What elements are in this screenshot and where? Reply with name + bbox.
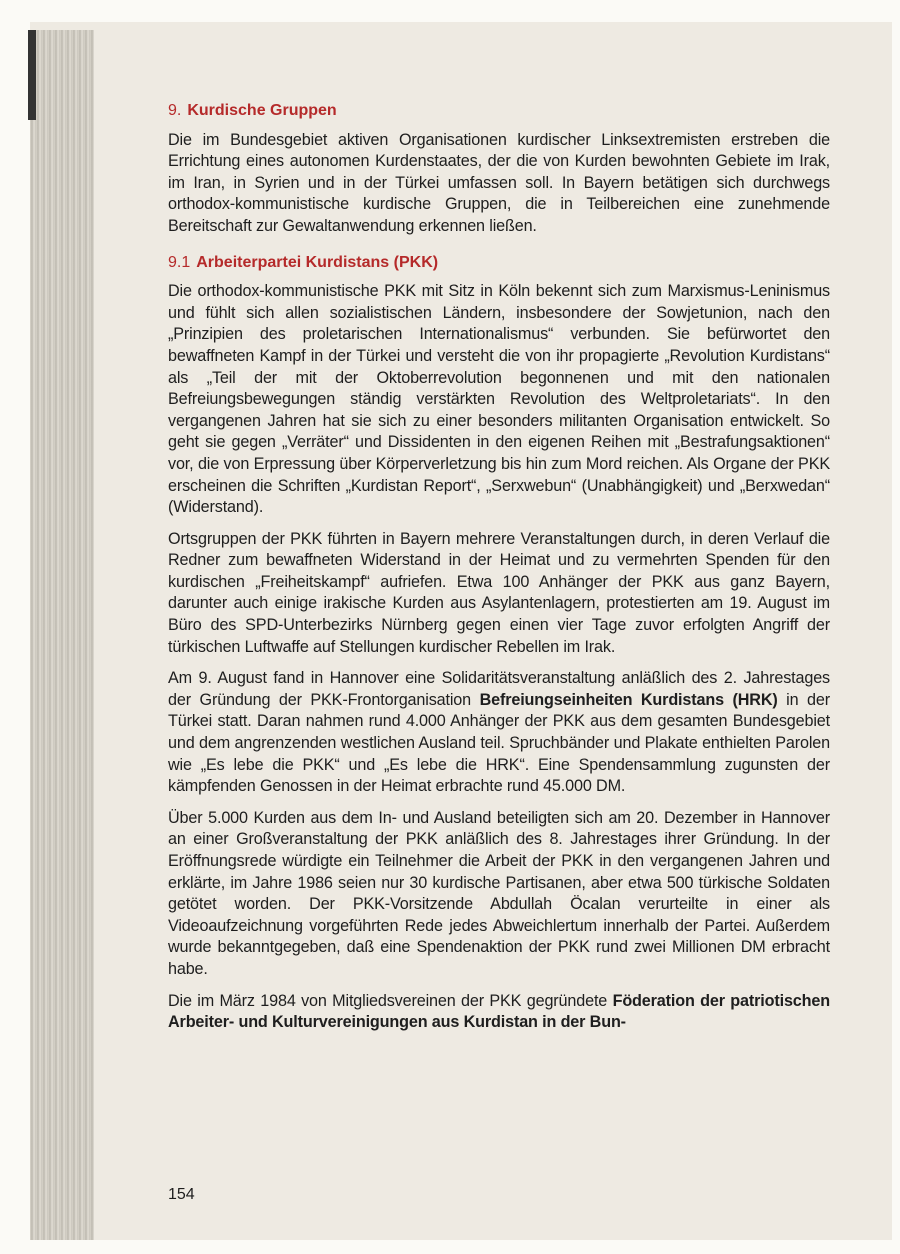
paragraph-hannover-august [168,668,830,798]
page-content [168,100,830,1044]
emphasis-text: Befreiungseinheiten Kurdistans (HRK) [479,690,778,709]
section-number: 9. [168,102,182,119]
paragraph-federation [168,991,830,1034]
paragraph-bavaria-events: Ortsgruppen der PKK führten in Bayern mehrere Veranstaltungen durch, in deren Verlauf die Redner zum bewaffneten Widerstand in der Heimat und zu vermehrten Spenden für den kurdischen „Freiheitskampf“ aufriefen. Etwa 100 Anhänger der PKK aus ganz Bayern, darunter auch einige irakische Kurden aus Asylantenlagern, protestierten am 19. August im Büro des SPD-Unterbezirks Nürnberg gegen einen vier Tage zuvor erfolgten Angriff der türkischen Luftwaffe auf Stellungen kurdischer Rebellen im Irak. [168,529,830,656]
paragraph-text: Die im März 1984 von Mitgliedsvereinen der PKK gegründete [168,991,613,1010]
paragraph-text: in der Türkei statt. Daran nahmen rund 4.000 Anhänger der PKK aus dem gesamten Bundesgebiet und dem angrenzenden westlichen Ausland teil. Spruchbänder und Plakate enthielten Parolen wie „Es lebe die PKK“ und „Es lebe die HRK“. Eine Spendensammlung zugunsten der kämpfenden Genossen in der Heimat erbrachte rund 45.000 DM. [168,690,830,796]
section-heading [168,100,830,122]
paragraph-hannover-december: Über 5.000 Kurden aus dem In- und Ausland beteiligten sich am 20. Dezember in Hannover an einer Großveranstaltung der PKK anläßlich des 8. Jahrestages ihrer Gründung. In der Eröffnungsrede würdigte ein Teilnehmer die Arbeit der PKK in den vergangenen Jahren und erklärte, im Jahre 1986 seien nur 30 kurdische Partisanen, aber etwa 500 türkische Soldaten getötet worden. Der PKK-Vorsitzende Abdullah Öcalan verurteilte in einer als Videoaufzeichnung vorgeführten Rede jedes Abweichlertum innerhalb der Partei. Außerdem wurde bekanntgegeben, daß eine Spendenaktion der PKK rund zwei Millionen DM erbracht habe. [168,808,830,978]
paragraph-text: Am 9. August fand in Hannover eine Solidaritätsveranstaltung anläßlich des 2. Jahrestages der Gründung der PKK-Frontorganisation [168,669,830,709]
subsection-heading [168,252,830,274]
book-page-edges [30,30,94,1240]
section-title: Kurdische Gruppen [187,102,337,119]
book-spine-shadow [28,30,36,120]
paragraph-pkk-ideology: Die orthodox-kommunistische PKK mit Sitz in Köln bekennt sich zum Marxismus-Leninismus und fühlt sich allen sozialistischen Ländern, insbesondere der Sowjetunion, nach den „Prinzipien des proletarischen Internationalismus“ verbunden. Sie befürwortet den bewaffneten Kampf in der Türkei und versteht die von ihr propagierte „Revolution Kurdistans“ als „Teil der mit der Oktoberrevolution begonnenen und mit den nationalen Befreiungsbewegungen ständig verstärkten Revolution des Weltproletariats“. In den vergangenen Jahren hat sie sich zu einer besonders militanten Organisation entwickelt. So geht sie gegen „Verräter“ und Dissidenten in den eigenen Reihen mit „Bestrafungsaktionen“ vor, die von Erpressung über Körperverletzung bis hin zum Mord reichen. Als Organe der PKK erscheinen die Schriften „Kurdistan Report“, „Serxwebun“ (Unabhängigkeit) und „Berxwedan“ (Widerstand). [168,282,830,517]
subsection-number: 9.1 [168,253,191,271]
page-number: 154 [168,1186,195,1203]
subsection-title: Arbeiterpartei Kurdistans (PKK) [196,253,439,271]
section-intro-paragraph: Die im Bundesgebiet aktiven Organisationen kurdischer Linksextremisten erstreben die Errichtung eines autonomen Kurdenstaates, der die von Kurden bewohnten Gebiete im Irak, im Iran, in Syrien und in der Türkei umfassen soll. In Bayern betätigen sich durchwegs orthodox-kommunistische kurdische Gruppen, die in Teilbereichen eine zunehmende Bereitschaft zur Gewaltanwendung erkennen ließen. [168,130,830,235]
emphasis-text: Föderation der patriotischen Arbeiter- und Kulturvereinigungen aus Kurdistan in der Bun- [168,991,830,1032]
